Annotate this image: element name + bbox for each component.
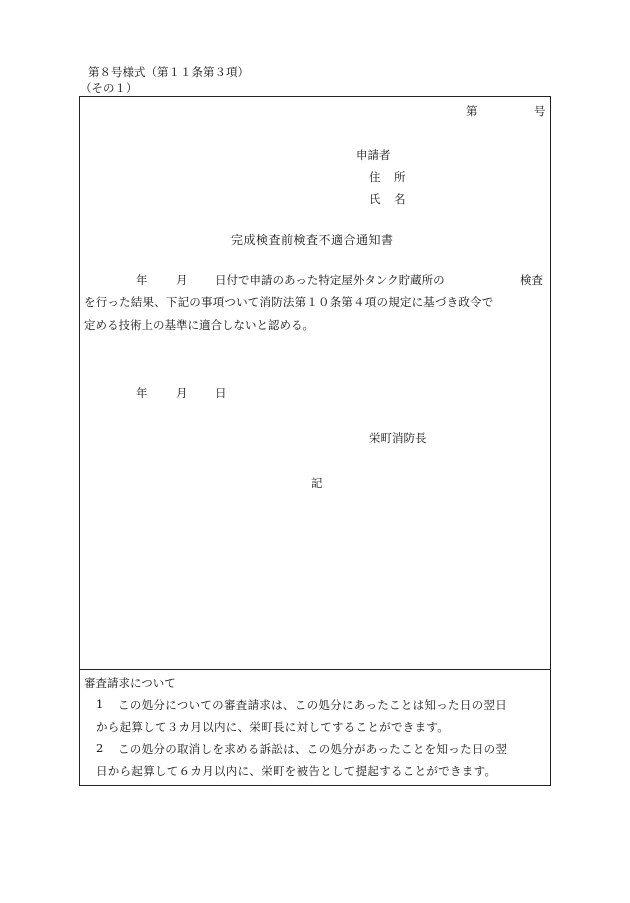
doc-number-go: 号 [534, 104, 546, 118]
address-label-1: 住 [369, 170, 381, 184]
date-day: 日 [215, 386, 227, 400]
address-label-2: 所 [394, 170, 406, 184]
appeal-item1-line1: この処分についての審査請求は、この処分にあったことは知った日の翌日 [118, 698, 508, 712]
applicant-label: 申請者 [356, 148, 391, 162]
form-number: 第８号様式（第１１条第３項） [88, 65, 249, 79]
body-line2: を行った結果、下記の事項ついて消防法第１０条第４項の規定に基づき政令で [84, 295, 494, 309]
appeal-item1-number: 1 [96, 697, 104, 711]
date-month: 月 [176, 386, 188, 400]
doc-number-dai: 第 [466, 104, 478, 118]
body-line1: 日付で申請のあった特定屋外タンク貯蔵所の [215, 273, 445, 287]
ki-mark: 記 [311, 476, 323, 490]
document-frame [79, 96, 551, 786]
appeal-divider [80, 669, 550, 670]
body-year: 年 [136, 273, 148, 287]
document-title: 完成検査前検査不適合通知書 [231, 233, 394, 247]
appeal-item2-line1: この処分の取消しを求める訴訟は、この処分があったことを知った日の翌 [118, 742, 508, 756]
form-sub-number: （その１） [80, 81, 138, 95]
appeal-item1-line2: から起算して３カ月以内に、栄町長に対してすることができます。 [96, 720, 450, 734]
date-year: 年 [136, 386, 148, 400]
body-month: 月 [176, 273, 188, 287]
name-label-1: 氏 [369, 192, 381, 206]
appeal-item2-line2: 日から起算して６カ月以内に、栄町を被告として提起することができます。 [96, 764, 497, 778]
name-label-2: 名 [394, 192, 406, 206]
body-line1-end: 検査 [520, 273, 543, 287]
issuer: 栄町消防長 [369, 431, 427, 445]
body-line3: 定める技術上の基準に適合しないと認める。 [84, 318, 314, 332]
appeal-item2-number: 2 [96, 741, 104, 755]
appeal-heading: 審査請求について [84, 676, 176, 690]
